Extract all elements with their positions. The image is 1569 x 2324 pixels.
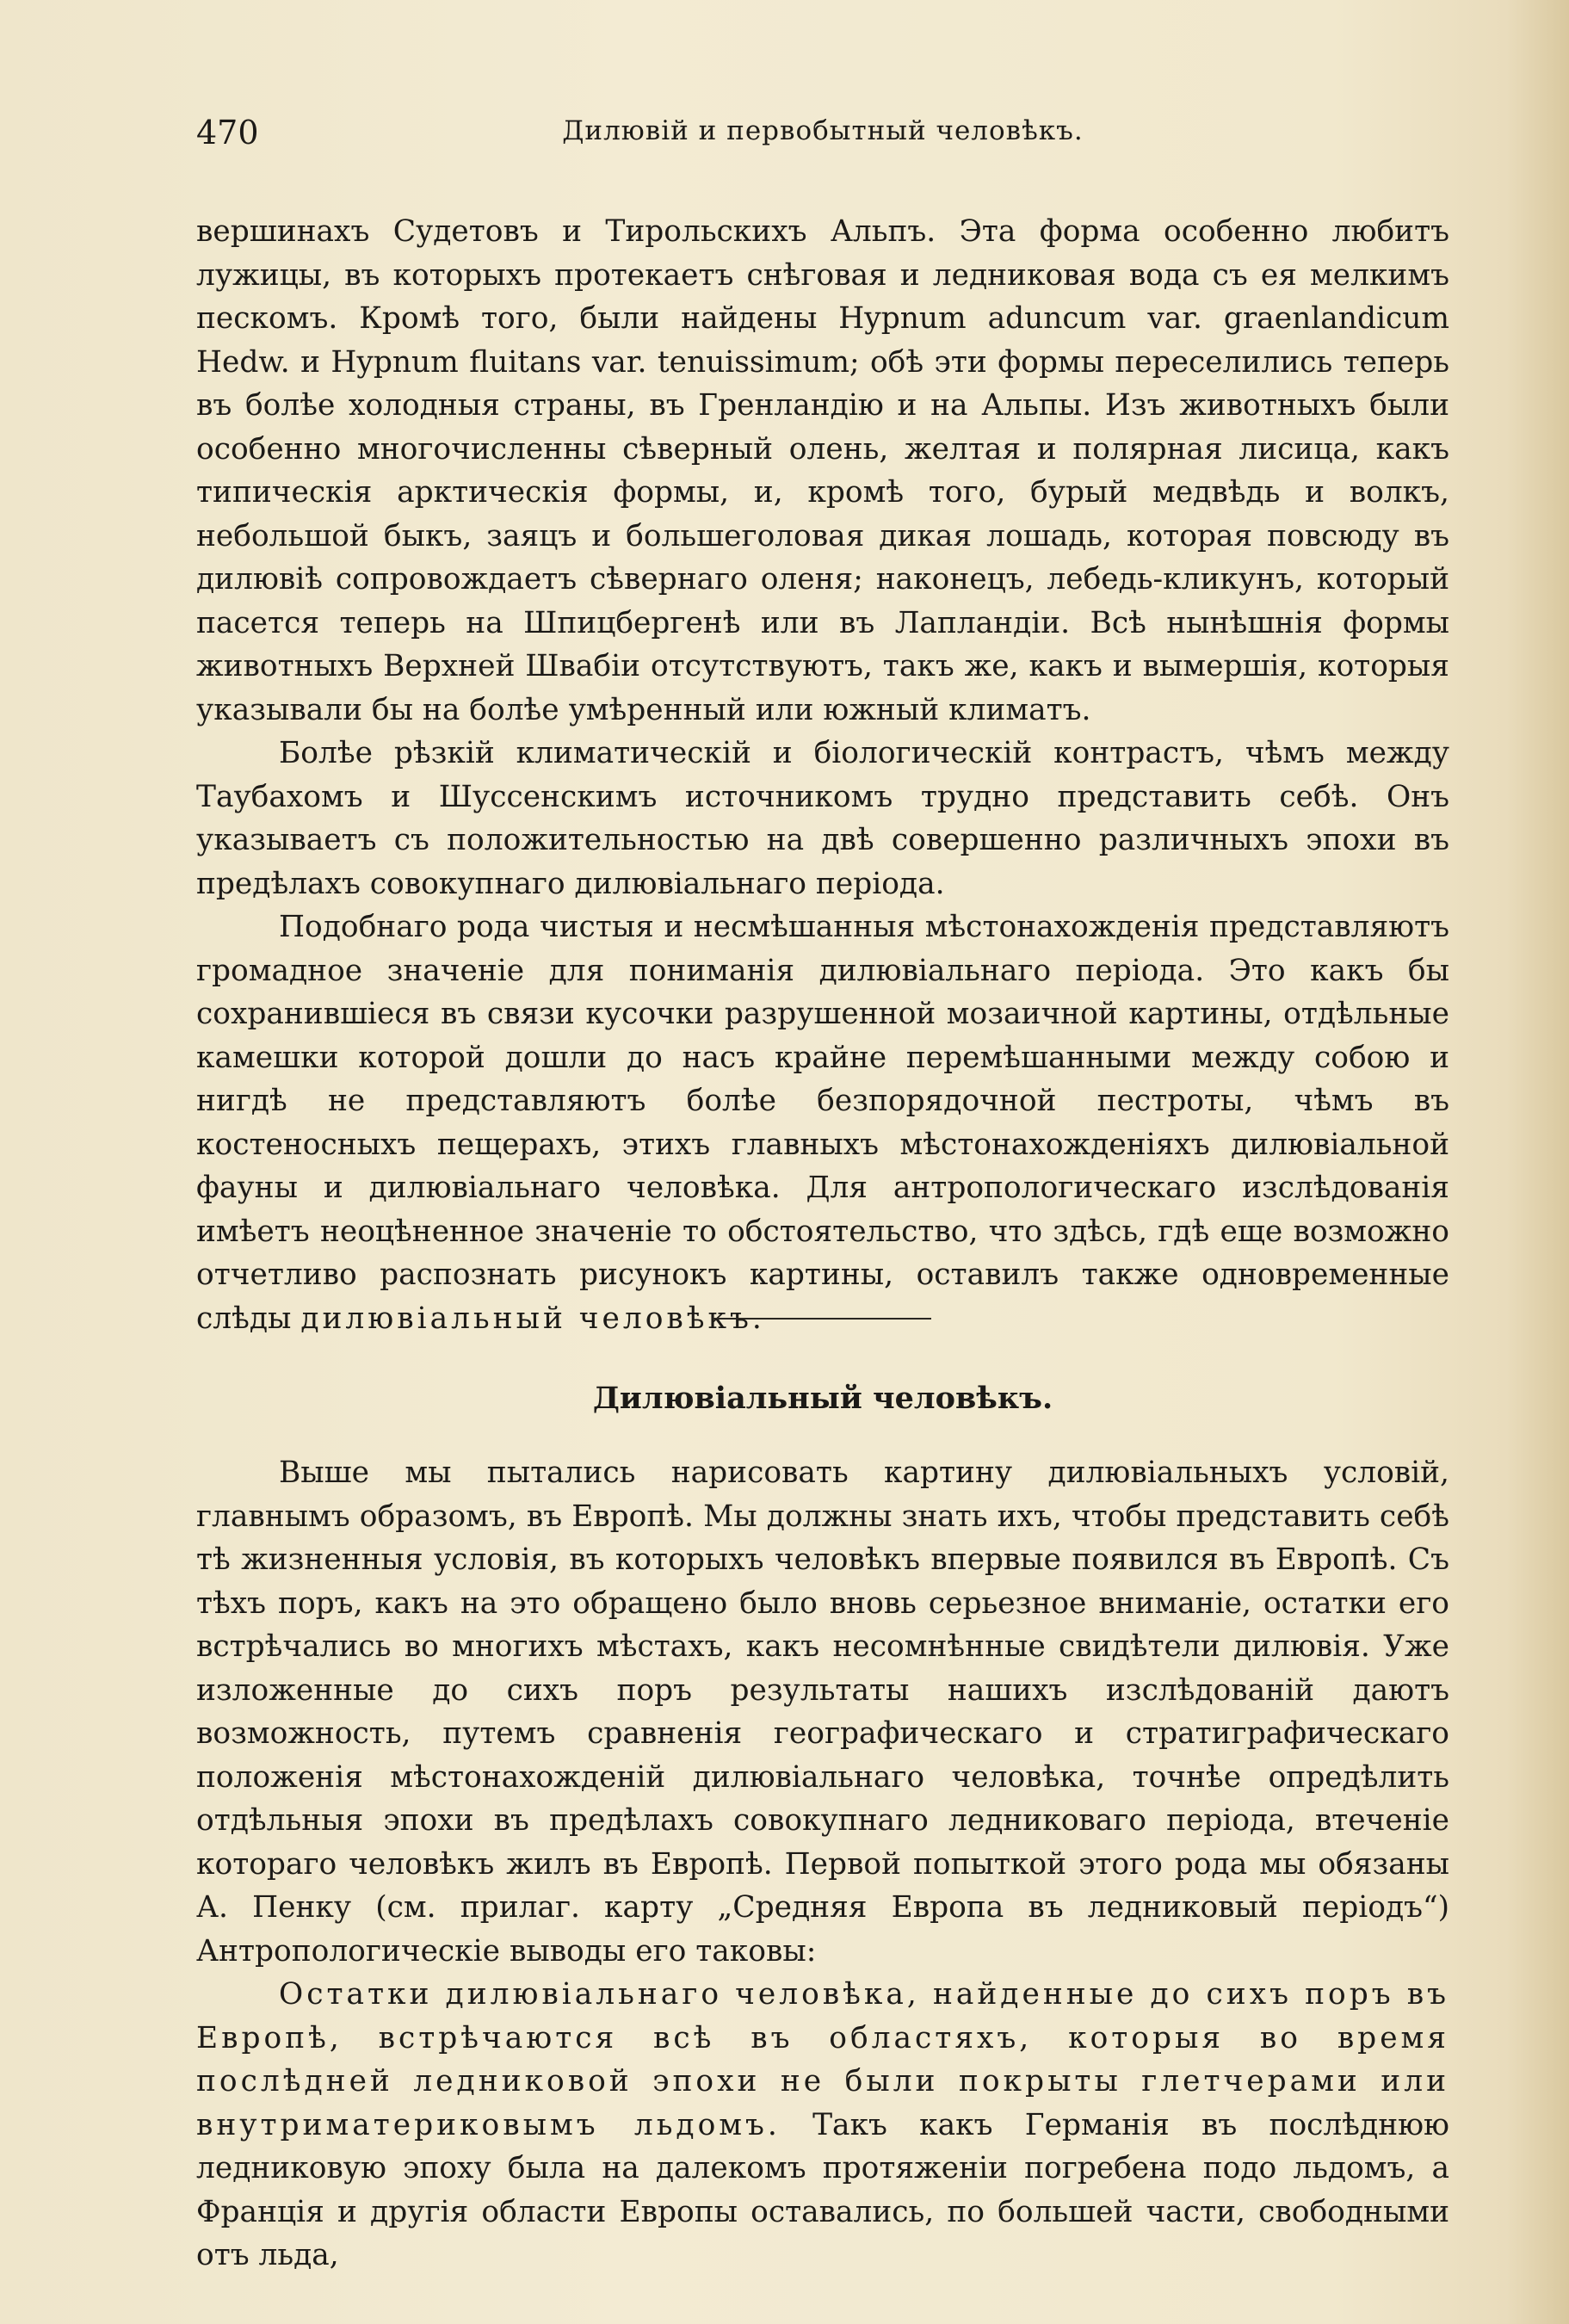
paragraph-5: [196, 1973, 1449, 2278]
page-header: [196, 114, 1449, 165]
section-1-text: [196, 210, 1449, 1340]
paragraph-3: [196, 905, 1449, 1340]
section-2-text: [196, 1451, 1449, 2278]
paragraph-3-main: Подобнаго рода чистыя и несмѣшанныя мѣстонахожденія представляютъ громадное значеніе для пониманія дилювіальнаго періода. Это какъ бы сохранившіеся въ связи кусочки разрушенной мозаичной картины, отдѣльные камешки которой дошли до насъ крайне перемѣшанными между собою и нигдѣ не представляютъ болѣе безпорядочной пестроты, чѣмъ въ костеносныхъ пещерахъ, этихъ главныхъ мѣстонахожденіяхъ дилювіальной фауны и дилювіальнаго человѣка. Для антропологическаго изслѣдованія имѣетъ неоцѣненное значеніе то обстоятельство, что здѣсь, гдѣ еще возможно отчетливо распознать рисунокъ картины, оставилъ также одновременные слѣды: [196, 910, 1449, 1336]
paragraph-2: Болѣе рѣзкій климатическій и біологическій контрастъ, чѣмъ между Таубахомъ и Шуссенскимъ источникомъ трудно представить себѣ. Онъ указываетъ съ положительностью на двѣ совершенно различныхъ эпохи въ предѣлахъ совокупнаго дилювіальнаго періода.: [196, 736, 1449, 901]
paragraph-5-emphasis: Остатки дилювіальнаго человѣка, найденные до сихъ поръ въ Европѣ, встрѣчаются всѣ въ областяхъ, которыя во время послѣдней ледниковой эпохи не были покрыты глетчерами или внутриматериковымъ льдомъ.: [196, 1977, 1449, 2142]
running-title: Дилювій и первобытный человѣкъ.: [562, 115, 1084, 146]
page-number: 470: [196, 114, 259, 151]
paragraph-1: вершинахъ Судетовъ и Тирольскихъ Альпъ. Эта форма особенно любитъ лужицы, въ которыхъ протекаетъ снѣговая и ледниковая вода съ ея мелкимъ пескомъ. Кромѣ того, были найдены Hypnum aduncum var. graenlandicum Hedw. и Hypnum fluitans var. tenuissimum; обѣ эти формы переселились теперь въ болѣе холодныя страны, въ Гренландію и на Альпы. Изъ животныхъ были особенно многочисленны сѣверный олень, желтая и полярная лисица, какъ типическія арктическія формы, и, кромѣ того, бурый медвѣдь и волкъ, небольшой быкъ, заяцъ и большеголовая дикая лошадь, которая повсюду въ дилювіѣ сопровождаетъ сѣвернаго оленя; наконецъ, лебедь-кликунъ, который пасется теперь на Шпицбергенѣ или въ Лапландіи. Всѣ нынѣшнія формы животныхъ Верхней Швабіи отсутствуютъ, такъ же, какъ и вымершія, которыя указывали бы на болѣе умѣренный или южный климатъ.: [196, 214, 1449, 727]
section-heading: Дилювіальный человѣкъ.: [592, 1381, 1053, 1416]
paragraph-5-rest: Такъ какъ Германія въ послѣднюю ледниковую эпоху была на далекомъ протяженіи погребена подо льдомъ, а Франція и другія области Европы оставались, по большей части, свободными отъ льда,: [196, 2107, 1449, 2272]
paragraph-3-emphasis: дилювіальный человѣкъ.: [300, 1301, 765, 1336]
paragraph-4: Выше мы пытались нарисовать картину дилювіальныхъ условій, главнымъ образомъ, въ Европѣ. Мы должны знать ихъ, чтобы представить себѣ тѣ жизненныя условія, въ которыхъ человѣкъ впервые появился въ Европѣ. Съ тѣхъ поръ, какъ на это обращено было вновь серьезное вниманіе, остатки его встрѣчались во многихъ мѣстахъ, какъ несомнѣнные свидѣтели дилювія. Уже изложенные до сихъ поръ результаты нашихъ изслѣдованій даютъ возможность, путемъ сравненія географическаго и стратиграфическаго положенія мѣстонахожденій дилювіальнаго человѣка, точнѣе опредѣлить отдѣльныя эпохи въ предѣлахъ совокупнаго ледниковаго періода, втеченіе котораго человѣкъ жилъ въ Европѣ. Первой попыткой этого рода мы обязаны А. Пенку (см. прилаг. карту „Средняя Европа въ ледниковый періодъ“) Антропологическіе выводы его таковы:: [196, 1456, 1449, 1969]
section-divider: [713, 1318, 931, 1320]
